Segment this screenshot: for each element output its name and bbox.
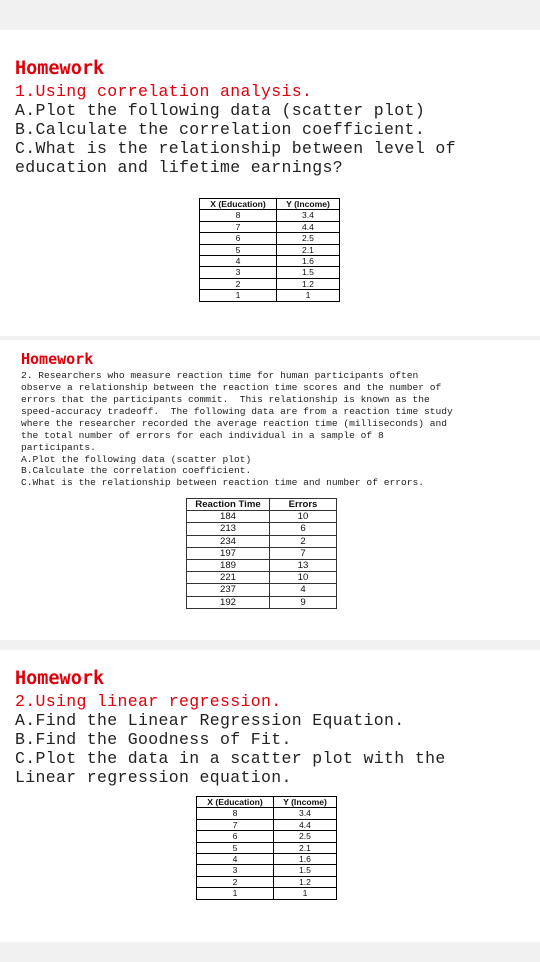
problem-text: the total number of errors for each individual in a sample of 8 bbox=[21, 430, 384, 441]
table-cell: 13 bbox=[270, 560, 337, 572]
table-row bbox=[197, 888, 337, 899]
data-table bbox=[199, 198, 340, 302]
table-row bbox=[200, 290, 340, 301]
task-heading: 1.Using correlation analysis. bbox=[15, 82, 313, 101]
table-cell: 2.1 bbox=[277, 244, 340, 255]
table-cell: 8 bbox=[197, 808, 274, 819]
table-row bbox=[197, 808, 337, 819]
homework-card-1 bbox=[0, 30, 540, 336]
table-cell: 10 bbox=[270, 511, 337, 523]
table-cell: 2 bbox=[197, 876, 274, 887]
table-row bbox=[187, 511, 337, 523]
table-cell: 1.6 bbox=[277, 256, 340, 267]
table-cell: 3 bbox=[200, 267, 277, 278]
card-title: Homework bbox=[15, 668, 105, 689]
table-cell: 6 bbox=[200, 233, 277, 244]
column-header: X (Education) bbox=[197, 797, 274, 808]
table-cell: 1.2 bbox=[274, 876, 337, 887]
data-table bbox=[196, 796, 337, 900]
table-cell: 1 bbox=[200, 290, 277, 301]
column-header: Y (Income) bbox=[277, 199, 340, 210]
table-row bbox=[197, 819, 337, 830]
table-cell: 10 bbox=[270, 572, 337, 584]
table-cell: 234 bbox=[187, 535, 270, 547]
table-row bbox=[187, 523, 337, 535]
task-line: B.Calculate the correlation coefficient. bbox=[15, 120, 426, 139]
table-cell: 197 bbox=[187, 547, 270, 559]
table-row bbox=[187, 572, 337, 584]
task-line: A.Plot the following data (scatter plot) bbox=[15, 101, 426, 120]
table-cell: 4.4 bbox=[274, 819, 337, 830]
problem-text: observe a relationship between the reaction time scores and the number of bbox=[21, 382, 442, 393]
table-cell: 4 bbox=[270, 584, 337, 596]
table-row bbox=[197, 865, 337, 876]
table-cell: 7 bbox=[270, 547, 337, 559]
table-cell: 2.1 bbox=[274, 842, 337, 853]
table-cell: 4.4 bbox=[277, 221, 340, 232]
table-row bbox=[200, 244, 340, 255]
table-cell: 6 bbox=[270, 523, 337, 535]
task-line: B.Calculate the correlation coefficient. bbox=[21, 465, 252, 476]
table-cell: 6 bbox=[197, 831, 274, 842]
card-title: Homework bbox=[21, 350, 94, 368]
table-cell: 213 bbox=[187, 523, 270, 535]
table-row bbox=[200, 267, 340, 278]
card-title: Homework bbox=[15, 58, 105, 79]
homework-card-3 bbox=[0, 650, 540, 942]
table-cell: 7 bbox=[200, 221, 277, 232]
table-cell: 3 bbox=[197, 865, 274, 876]
table-row bbox=[197, 876, 337, 887]
table-cell: 1 bbox=[274, 888, 337, 899]
problem-text: speed-accuracy tradeoff. The following data are from a reaction time study bbox=[21, 406, 453, 417]
table-row bbox=[187, 535, 337, 547]
table-row bbox=[200, 221, 340, 232]
table-cell: 5 bbox=[200, 244, 277, 255]
problem-text: 2. Researchers who measure reaction time for human participants often bbox=[21, 370, 419, 381]
table-row bbox=[187, 596, 337, 608]
table-cell: 1.5 bbox=[274, 865, 337, 876]
task-line: Linear regression equation. bbox=[15, 768, 292, 787]
table-cell: 3.4 bbox=[277, 210, 340, 221]
problem-text: participants. bbox=[21, 442, 96, 453]
task-line: C.Plot the data in a scatter plot with the bbox=[15, 749, 446, 768]
table-cell: 221 bbox=[187, 572, 270, 584]
table-row bbox=[197, 831, 337, 842]
table-row bbox=[187, 547, 337, 559]
column-header: Reaction Time bbox=[187, 499, 270, 511]
problem-text: errors that the participants commit. This relationship is known as the bbox=[21, 394, 430, 405]
table-cell: 1.5 bbox=[277, 267, 340, 278]
table-row bbox=[200, 278, 340, 289]
table-row bbox=[187, 584, 337, 596]
table-row bbox=[197, 854, 337, 865]
table-cell: 4 bbox=[200, 256, 277, 267]
table-row bbox=[200, 256, 340, 267]
task-line: A.Plot the following data (scatter plot) bbox=[21, 454, 252, 465]
table-cell: 192 bbox=[187, 596, 270, 608]
table-row bbox=[200, 233, 340, 244]
table-cell: 189 bbox=[187, 560, 270, 572]
task-line: B.Find the Goodness of Fit. bbox=[15, 730, 292, 749]
table-cell: 1.6 bbox=[274, 854, 337, 865]
table-cell: 3.4 bbox=[274, 808, 337, 819]
table-row bbox=[200, 210, 340, 221]
table-cell: 8 bbox=[200, 210, 277, 221]
task-line: education and lifetime earnings? bbox=[15, 158, 344, 177]
table-cell: 1 bbox=[277, 290, 340, 301]
table-cell: 7 bbox=[197, 819, 274, 830]
table-cell: 1 bbox=[197, 888, 274, 899]
homework-card-2 bbox=[0, 340, 540, 640]
column-header: Errors bbox=[270, 499, 337, 511]
table-cell: 1.2 bbox=[277, 278, 340, 289]
table-row bbox=[187, 560, 337, 572]
task-line: C.What is the relationship between level of bbox=[15, 139, 456, 158]
column-header: Y (Income) bbox=[274, 797, 337, 808]
table-cell: 2.5 bbox=[274, 831, 337, 842]
task-heading: 2.Using linear regression. bbox=[15, 692, 282, 711]
table-cell: 9 bbox=[270, 596, 337, 608]
data-table bbox=[186, 498, 337, 609]
task-line: C.What is the relationship between reaction time and number of errors. bbox=[21, 477, 425, 488]
table-row bbox=[197, 842, 337, 853]
table-cell: 4 bbox=[197, 854, 274, 865]
table-cell: 2 bbox=[200, 278, 277, 289]
problem-text: where the researcher recorded the average reaction time (milliseconds) and bbox=[21, 418, 448, 429]
table-cell: 5 bbox=[197, 842, 274, 853]
table-cell: 2 bbox=[270, 535, 337, 547]
table-cell: 2.5 bbox=[277, 233, 340, 244]
task-line: A.Find the Linear Regression Equation. bbox=[15, 711, 405, 730]
table-cell: 184 bbox=[187, 511, 270, 523]
table-cell: 237 bbox=[187, 584, 270, 596]
column-header: X (Education) bbox=[200, 199, 277, 210]
